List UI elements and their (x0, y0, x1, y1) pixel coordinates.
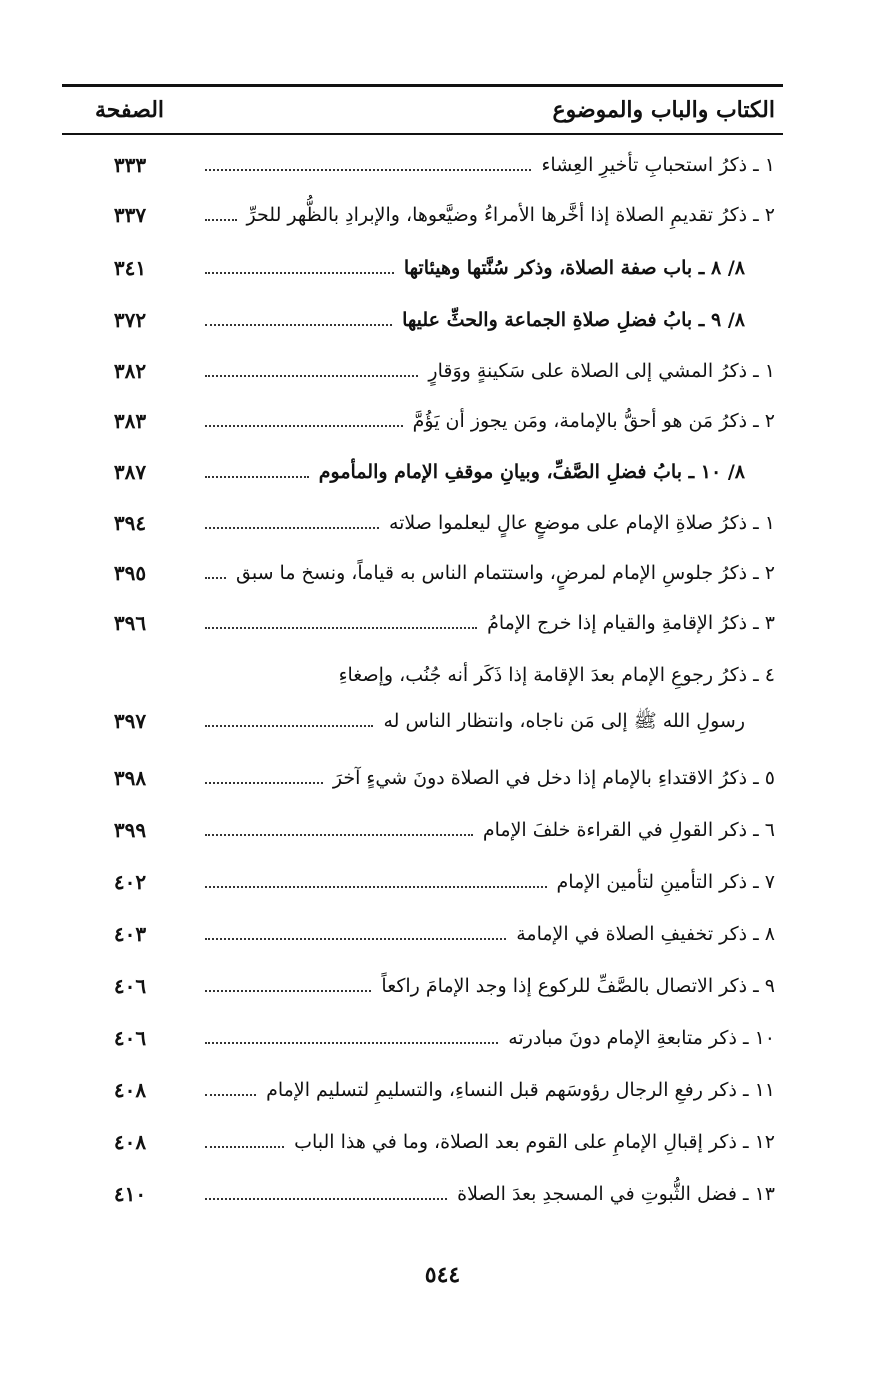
toc-chapter-text: ٨/ ٩ ـ بابُ فضلِ صلاةِ الجماعة والحثِّ عليها (402, 309, 745, 331)
toc-row-two-line (0, 655, 885, 733)
toc-page-number: ٤٠٣ (113, 922, 147, 946)
leader-dots (205, 1198, 447, 1200)
header-page-column: الصفحة (95, 97, 165, 123)
toc-chapter-text: ٨/ ١٠ ـ بابُ فضلِ الصَّفِّ، وبيانِ موقفِ الإمام والمأموم (318, 461, 745, 483)
leader-dots (205, 725, 373, 727)
leader-dots (205, 527, 379, 529)
toc-entry-text: ١ ـ ذكرُ المشي إلى الصلاة على سَكينةٍ ووَقارٍ (428, 360, 775, 382)
toc-row (0, 553, 885, 593)
toc-entry-text: ٤ ـ ذكرُ رجوعِ الإمام بعدَ الإقامة إذا ذَكَر أنه جُنُب، وإصغاءِ (338, 664, 775, 686)
leader-dots (205, 834, 473, 836)
leader-dots (205, 375, 418, 377)
toc-entry-text: ٨ ـ ذكر تخفيفِ الصلاة في الإمامة (516, 923, 775, 945)
toc-row (0, 603, 885, 643)
toc-entry-text: ٧ ـ ذكر التأمينِ لتأمين الإمام (556, 871, 775, 893)
toc-row-chapter (0, 452, 885, 492)
leader-dots (205, 990, 371, 992)
toc-chapter-text: ٨/ ٨ ـ باب صفة الصلاة، وذكر سُنَّتها وهيئاتها (403, 257, 745, 279)
top-rule (62, 84, 783, 87)
toc-row (0, 195, 885, 235)
toc-row-chapter (0, 248, 885, 288)
toc-row (0, 810, 885, 850)
leader-dots (205, 627, 477, 629)
toc-row (0, 503, 885, 543)
toc-entry-text: ٩ ـ ذكر الاتصال بالصَّفِّ للركوع إذا وجد الإمامَ راكعاً (381, 975, 775, 997)
toc-row (0, 351, 885, 391)
leader-dots (205, 272, 394, 274)
toc-row-chapter (0, 300, 885, 340)
toc-page-number: ٤٠٨ (113, 1078, 147, 1102)
toc-entry-text: ٢ ـ ذكرُ تقديمِ الصلاة إذا أخَّرها الأمراءُ وضيَّعوها، والإبرادِ بالظُّهر للحرِّ (246, 204, 775, 226)
toc-row (0, 914, 885, 954)
toc-page-number: ٣٩٦ (113, 611, 147, 635)
toc-page-number: ٣٨٧ (113, 460, 147, 484)
toc-row (0, 862, 885, 902)
toc-page-number: ٣٣٧ (113, 203, 147, 227)
toc-page-number: ٣٩٨ (113, 766, 147, 790)
header-rule (62, 133, 783, 135)
leader-dots (205, 476, 309, 478)
toc-row (0, 1018, 885, 1058)
toc-page-number: ٣٨٣ (113, 409, 147, 433)
toc-page-number: ٣٨٢ (113, 359, 147, 383)
leader-dots (205, 1042, 498, 1044)
leader-dots (205, 169, 531, 171)
toc-row (0, 401, 885, 441)
leader-dots (205, 1094, 256, 1096)
header-title: الكتاب والباب والموضوع (552, 97, 775, 123)
leader-dots (205, 782, 323, 784)
toc-entry-text: ١٠ ـ ذكر متابعةِ الإمام دونَ مبادرته (508, 1027, 775, 1049)
toc-entry-continuation: رسولِ الله ﷺ إلى مَن ناجاه، وانتظار الناس له (383, 710, 745, 732)
toc-entry-text: ٢ ـ ذكرُ جلوسِ الإمام لمرضٍ، واستتمام الناس به قياماً، ونسخ ما سبق (236, 562, 775, 584)
toc-page-number: ٣٤١ (113, 256, 147, 280)
toc-page-number: ٣٩٤ (113, 511, 147, 535)
toc-row (0, 145, 885, 185)
toc-row (0, 1174, 885, 1214)
toc-page-number: ٣٩٥ (113, 561, 147, 585)
toc-page-number: ٤١٠ (113, 1182, 147, 1206)
toc-entry-text: ١ ـ ذكرُ استحبابِ تأخيرِ العِشاء (541, 154, 775, 176)
page-folio: ٥٤٤ (424, 1262, 461, 1288)
toc-page-number: ٣٧٢ (113, 308, 147, 332)
toc-row (0, 1070, 885, 1110)
toc-entry-text: ١٢ ـ ذكر إقبالِ الإمامِ على القوم بعد الصلاة، وما في هذا الباب (294, 1131, 775, 1153)
toc-entry-text: ٦ ـ ذكر القولِ في القراءة خلفَ الإمام (482, 819, 775, 841)
toc-page-number: ٤٠٢ (113, 870, 147, 894)
toc-entry-text: ١٣ ـ فضل الثُّبوتِ في المسجدِ بعدَ الصلاة (457, 1183, 775, 1205)
leader-dots (205, 219, 237, 221)
leader-dots (205, 886, 547, 888)
leader-dots (205, 425, 403, 427)
leader-dots (205, 938, 506, 940)
toc-page-number: ٣٩٩ (113, 818, 147, 842)
toc-page-number: ٣٣٣ (113, 153, 147, 177)
leader-dots (205, 324, 392, 326)
toc-entry-text: ٥ ـ ذكرُ الاقتداءِ بالإمام إذا دخل في الصلاة دونَ شيءٍ آخرَ (332, 767, 775, 789)
toc-entry-text: ١ ـ ذكرُ صلاةِ الإمام على موضعٍ عالٍ ليعلموا صلاته (388, 512, 775, 534)
toc-page-number: ٤٠٦ (113, 974, 147, 998)
toc-entry-text: ١١ ـ ذكر رفعِ الرجال رؤوسَهم قبل النساءِ، والتسليمِ لتسليم الإمام (266, 1079, 775, 1101)
toc-page-number: ٣٩٧ (113, 709, 147, 733)
toc-entry-text: ٣ ـ ذكرُ الإقامةِ والقيام إذا خرج الإمامُ (487, 612, 775, 634)
toc-row (0, 1122, 885, 1162)
toc-row (0, 966, 885, 1006)
toc-page-number: ٤٠٨ (113, 1130, 147, 1154)
toc-entry-text: ٢ ـ ذكرُ مَن هو أحقُّ بالإمامة، ومَن يجوز أن يَؤُمَّ (412, 410, 775, 432)
leader-dots (205, 1146, 284, 1148)
toc-row (0, 758, 885, 798)
toc-page-number: ٤٠٦ (113, 1026, 147, 1050)
leader-dots (205, 577, 226, 579)
